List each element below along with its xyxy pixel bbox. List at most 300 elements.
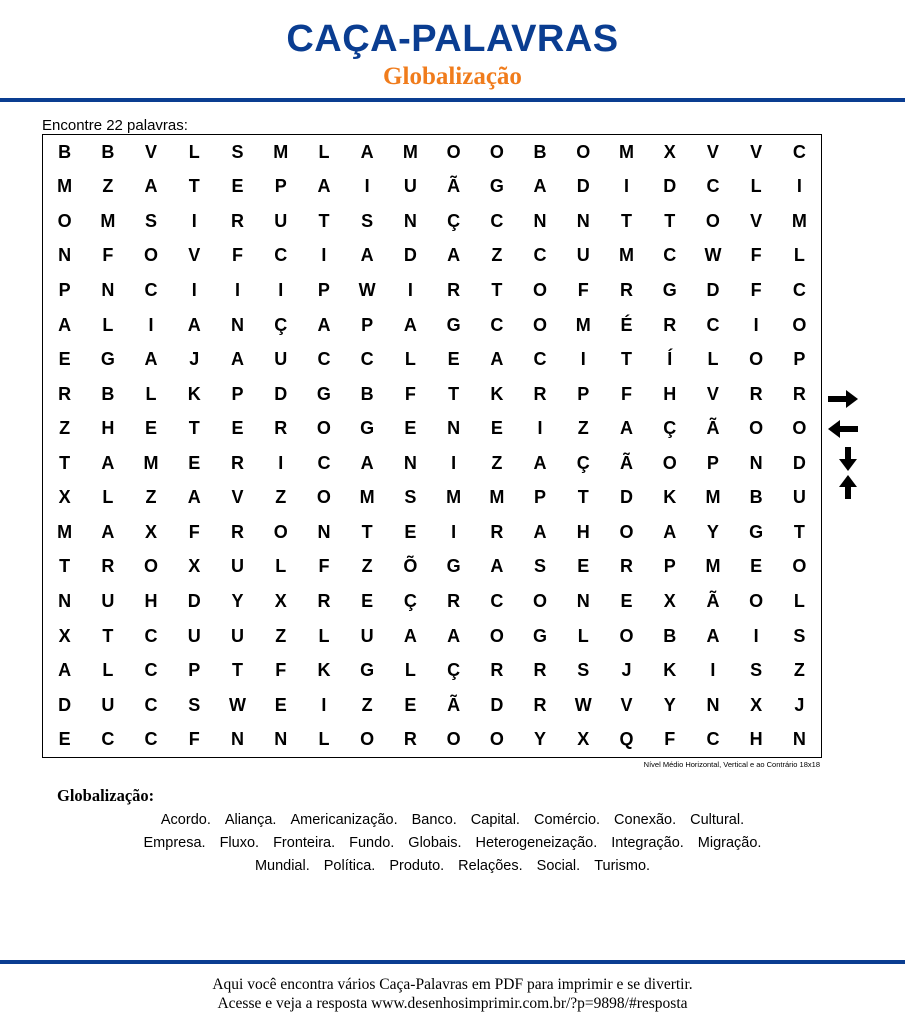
grid-letter: P xyxy=(534,487,547,508)
grid-letter: S xyxy=(361,210,374,231)
grid-letter: D xyxy=(576,176,590,197)
grid-letter: I xyxy=(364,176,370,197)
grid-letter: A xyxy=(144,176,158,197)
grid-letter: N xyxy=(447,418,461,439)
grid-letter: D xyxy=(187,590,201,611)
grid-letter: S xyxy=(750,660,763,681)
grid-letter: I xyxy=(796,176,802,197)
word-item: Capital. xyxy=(470,812,520,828)
bottom-divider xyxy=(0,960,905,964)
grid-letter: H xyxy=(749,729,763,750)
grid-letter: C xyxy=(144,694,158,715)
grid-letter: F xyxy=(750,245,762,266)
grid-letter: L xyxy=(793,245,805,266)
grid-letter: G xyxy=(316,383,331,404)
word-item: Turismo. xyxy=(594,858,651,874)
grid-letter: M xyxy=(359,487,375,508)
word-item: Relações. xyxy=(458,858,523,874)
grid-letter: B xyxy=(663,625,677,646)
grid-letter: O xyxy=(749,590,764,611)
grid-letter: M xyxy=(143,452,159,473)
grid-letter: J xyxy=(189,349,200,370)
grid-letter: S xyxy=(188,694,201,715)
grid-letter: K xyxy=(490,383,504,404)
grid-letter: G xyxy=(446,556,461,577)
grid-letter: L xyxy=(102,660,114,681)
grid-letter: R xyxy=(792,383,806,404)
arrow-up-icon xyxy=(826,474,860,500)
grid-letter: Z xyxy=(59,418,71,439)
grid-letter: U xyxy=(360,625,374,646)
grid-letter: X xyxy=(58,625,71,646)
grid-letter: P xyxy=(58,279,71,300)
grid-letter: L xyxy=(318,625,330,646)
grid-letter: O xyxy=(360,729,375,750)
grid-letter: Z xyxy=(361,694,373,715)
page-subtitle: Globalização xyxy=(383,63,522,90)
grid-letter: T xyxy=(620,349,632,370)
grid-letter: Y xyxy=(663,694,676,715)
grid-letter: H xyxy=(663,383,677,404)
grid-letter: V xyxy=(706,141,719,162)
grid-letter: G xyxy=(360,418,375,439)
grid-letter: G xyxy=(100,349,115,370)
grid-letter: E xyxy=(490,418,503,439)
grid-letter: I xyxy=(407,279,413,300)
grid-letter: I xyxy=(191,279,197,300)
grid-letter: T xyxy=(620,210,632,231)
grid-letter: O xyxy=(489,729,504,750)
word-list-title: Globalização: xyxy=(57,786,155,805)
grid-letter: D xyxy=(403,245,417,266)
grid-letter: L xyxy=(188,141,200,162)
grid-letter: R xyxy=(403,729,417,750)
word-item: Heterogeneização. xyxy=(475,835,598,851)
grid-letter: Ç xyxy=(403,590,417,611)
word-list-line xyxy=(0,835,905,858)
grid-letter: O xyxy=(749,418,764,439)
grid-letter: C xyxy=(317,349,331,370)
grid-letter: N xyxy=(403,452,417,473)
grid-letter: C xyxy=(533,245,547,266)
grid-letter: U xyxy=(403,176,417,197)
grid-letter: O xyxy=(619,625,634,646)
grid-letter: A xyxy=(58,660,72,681)
word-item: Aliança. xyxy=(224,812,277,828)
grid-letter: P xyxy=(663,556,676,577)
grid-letter: X xyxy=(663,590,676,611)
grid-letter: A xyxy=(663,521,677,542)
grid-letter: E xyxy=(577,556,590,577)
grid-letter: I xyxy=(278,279,284,300)
grid-letter: S xyxy=(231,141,244,162)
word-item: Acordo. xyxy=(160,812,211,828)
word-item: Comércio. xyxy=(533,812,601,828)
grid-letter: I xyxy=(234,279,240,300)
grid-letter: P xyxy=(577,383,590,404)
grid-letter: N xyxy=(101,279,115,300)
word-item: Fluxo. xyxy=(219,835,260,851)
grid-letter: M xyxy=(57,521,73,542)
grid-letter: A xyxy=(230,349,244,370)
grid-letter: K xyxy=(187,383,201,404)
grid-letter: O xyxy=(273,521,288,542)
grid-letter: A xyxy=(490,349,504,370)
word-item: Banco. xyxy=(411,812,457,828)
grid-letter: Z xyxy=(102,176,114,197)
grid-letter: F xyxy=(577,279,589,300)
grid-letter: A xyxy=(144,349,158,370)
grid-letter: Z xyxy=(491,452,503,473)
grid-letter: N xyxy=(576,590,590,611)
grid-letter: Ç xyxy=(274,314,288,335)
grid-letter: M xyxy=(618,141,634,162)
grid-letter: E xyxy=(620,590,633,611)
grid-letter: H xyxy=(101,418,115,439)
grid-letter: R xyxy=(230,210,244,231)
grid-letter: N xyxy=(576,210,590,231)
grid-letter: O xyxy=(489,625,504,646)
page-title: CAÇA-PALAVRAS xyxy=(286,18,619,60)
grid-letter: K xyxy=(663,660,677,681)
grid-letter: A xyxy=(706,625,720,646)
grid-letter: T xyxy=(577,487,589,508)
grid-letter: C xyxy=(706,729,720,750)
grid-letter: I xyxy=(710,660,716,681)
grid-letter: L xyxy=(404,660,416,681)
grid-letter: R xyxy=(619,556,633,577)
grid-letter: P xyxy=(274,176,287,197)
grid-letter: C xyxy=(706,176,720,197)
footer xyxy=(0,975,905,1013)
grid-letter: O xyxy=(792,314,807,335)
grid-letter: N xyxy=(533,210,547,231)
grid-letter: A xyxy=(58,314,72,335)
grid-letter: F xyxy=(275,660,287,681)
grid-letter: C xyxy=(706,314,720,335)
grid-letter: M xyxy=(446,487,462,508)
word-item: Migração. xyxy=(697,835,762,851)
grid-letter: F xyxy=(231,245,243,266)
grid-letter: X xyxy=(274,590,287,611)
word-item: Conexão. xyxy=(614,812,677,828)
grid-letter: L xyxy=(707,349,719,370)
word-item: Americanização. xyxy=(290,812,398,828)
grid-letter: Q xyxy=(619,729,634,750)
grid-letter: Ã xyxy=(706,418,720,439)
grid-letter: I xyxy=(451,452,457,473)
grid-letter: A xyxy=(317,314,331,335)
grid-letter: H xyxy=(144,590,158,611)
grid-letter: E xyxy=(58,349,71,370)
grid-letter: X xyxy=(663,141,676,162)
grid-letter: U xyxy=(576,245,590,266)
grid-letter: R xyxy=(533,660,547,681)
grid-letter: L xyxy=(102,487,114,508)
grid-letter: D xyxy=(663,176,677,197)
footer-line-1: Aqui você encontra vários Caça-Palavras em PDF para imprimir e se divertir. xyxy=(212,976,693,993)
grid-letter: B xyxy=(58,141,72,162)
grid-letter: O xyxy=(446,141,461,162)
grid-letter: U xyxy=(274,210,288,231)
grid-letter: I xyxy=(191,210,197,231)
grid-letter: T xyxy=(318,210,330,231)
footer-line-2: Acesse e veja a resposta www.desenhosimprimir.com.br/?p=9898/#resposta xyxy=(217,995,688,1012)
word-search-frame xyxy=(42,134,822,758)
grid-letter: S xyxy=(793,625,806,646)
grid-letter: E xyxy=(404,418,417,439)
grid-letter: R xyxy=(533,694,547,715)
grid-letter: B xyxy=(533,141,547,162)
grid-letter: A xyxy=(360,141,374,162)
grid-letter: X xyxy=(58,487,71,508)
grid-letter: O xyxy=(57,210,72,231)
grid-letter: T xyxy=(664,210,676,231)
grid-letter: A xyxy=(187,487,201,508)
grid-letter: N xyxy=(230,729,244,750)
grid-letter: E xyxy=(231,418,244,439)
grid-letter: E xyxy=(750,556,763,577)
grid-letter: G xyxy=(489,176,504,197)
grid-letter: D xyxy=(706,279,720,300)
grid-letter: R xyxy=(317,590,331,611)
grid-letter: U xyxy=(230,625,244,646)
grid-letter: C xyxy=(317,452,331,473)
arrow-right-icon xyxy=(826,388,860,410)
grid-letter: A xyxy=(360,452,374,473)
word-item: Empresa. xyxy=(143,835,206,851)
grid-letter: É xyxy=(620,314,633,335)
word-item: Social. xyxy=(536,858,581,874)
grid-letter: A xyxy=(403,625,417,646)
grid-letter: M xyxy=(575,314,591,335)
grid-letter: E xyxy=(361,590,374,611)
grid-letter: B xyxy=(101,141,115,162)
grid-letter: N xyxy=(749,452,763,473)
grid-letter: I xyxy=(623,176,629,197)
grid-letter: R xyxy=(619,279,633,300)
grid-letter: F xyxy=(750,279,762,300)
grid-letter: W xyxy=(358,279,376,300)
grid-letter: G xyxy=(533,625,548,646)
grid-letter: V xyxy=(231,487,244,508)
grid-letter: R xyxy=(101,556,115,577)
grid-letter: A xyxy=(490,556,504,577)
grid-letter: U xyxy=(274,349,288,370)
grid-letter: T xyxy=(231,660,243,681)
grid-letter: T xyxy=(793,521,805,542)
grid-letter: C xyxy=(490,590,504,611)
grid-letter: Y xyxy=(231,590,244,611)
grid-letter: L xyxy=(275,556,287,577)
grid-letter: P xyxy=(793,349,806,370)
grid-letter: R xyxy=(533,383,547,404)
grid-letter: E xyxy=(145,418,158,439)
grid-letter: A xyxy=(533,176,547,197)
grid-letter: M xyxy=(705,487,721,508)
grid-letter: R xyxy=(663,314,677,335)
word-item: Integração. xyxy=(611,835,684,851)
word-item: Política. xyxy=(323,858,376,874)
grid-letter: O xyxy=(749,349,764,370)
grid-letter: E xyxy=(188,452,201,473)
word-item: Mundial. xyxy=(254,858,310,874)
grid-letter: C xyxy=(663,245,677,266)
grid-letter: R xyxy=(749,383,763,404)
grid-letter: Ç xyxy=(447,210,461,231)
grid-letter: X xyxy=(188,556,201,577)
arrow-left-icon xyxy=(826,418,860,440)
grid-letter: U xyxy=(792,487,806,508)
grid-letter: I xyxy=(278,452,284,473)
grid-letter: V xyxy=(145,141,158,162)
grid-letter: X xyxy=(577,729,590,750)
grid-letter: C xyxy=(490,314,504,335)
grid-letter: U xyxy=(101,590,115,611)
grid-letter: F xyxy=(404,383,416,404)
grid-letter: Z xyxy=(793,660,805,681)
grid-letter: B xyxy=(749,487,763,508)
grid-letter: Z xyxy=(361,556,373,577)
grid-letter: O xyxy=(316,487,331,508)
word-item: Produto. xyxy=(389,858,445,874)
grid-letter: T xyxy=(59,452,71,473)
grid-letter: C xyxy=(792,279,806,300)
grid-letter: N xyxy=(230,314,244,335)
grid-letter: F xyxy=(664,729,676,750)
grid-letter: C xyxy=(274,245,288,266)
grid-letter: A xyxy=(447,625,461,646)
grid-letter: O xyxy=(576,141,591,162)
grid-letter: C xyxy=(144,660,158,681)
grid-letter: I xyxy=(753,314,759,335)
grid-letter: F xyxy=(188,729,200,750)
grid-letter: V xyxy=(750,210,763,231)
grid-letter: O xyxy=(533,279,548,300)
grid-letter: A xyxy=(447,245,461,266)
grid-letter: Z xyxy=(577,418,589,439)
grid-letter: R xyxy=(274,418,288,439)
grid-letter: R xyxy=(58,383,72,404)
grid-letter: Z xyxy=(275,487,287,508)
word-list-line xyxy=(0,812,905,835)
grid-letter: D xyxy=(490,694,504,715)
grid-letter: D xyxy=(619,487,633,508)
grid-letter: O xyxy=(316,418,331,439)
grid-letter: H xyxy=(576,521,590,542)
grid-letter: O xyxy=(792,556,807,577)
grid-letter: R xyxy=(230,521,244,542)
grid-letter: I xyxy=(537,418,543,439)
grid-letter: N xyxy=(706,694,720,715)
grid-letter: U xyxy=(230,556,244,577)
grid-letter: E xyxy=(58,729,71,750)
grid-letter: V xyxy=(750,141,763,162)
grid-letter: P xyxy=(188,660,201,681)
grid-letter: F xyxy=(620,383,632,404)
grid-letter: M xyxy=(273,141,289,162)
grid-letter: W xyxy=(228,694,246,715)
grid-letter: T xyxy=(59,556,71,577)
grid-letter: O xyxy=(489,141,504,162)
grid-letter: U xyxy=(187,625,201,646)
grid-letter: L xyxy=(577,625,589,646)
grid-letter: C xyxy=(144,625,158,646)
word-item: Fundo. xyxy=(349,835,395,851)
grid-letter: F xyxy=(102,245,114,266)
grid-letter: M xyxy=(489,487,505,508)
grid-letter: L xyxy=(750,176,762,197)
grid-letter: Y xyxy=(534,729,547,750)
grid-letter: E xyxy=(404,694,417,715)
grid-letter: Z xyxy=(145,487,157,508)
grid-letter: M xyxy=(618,245,634,266)
grid-letter: R xyxy=(490,521,504,542)
grid-letter: A xyxy=(101,521,115,542)
grid-letter: L xyxy=(318,729,330,750)
grid-letter: X xyxy=(750,694,763,715)
grid-letter: A xyxy=(360,245,374,266)
grid-letter: A xyxy=(533,521,547,542)
grid-letter: Z xyxy=(491,245,503,266)
grid-letter: N xyxy=(403,210,417,231)
grid-letter: S xyxy=(534,556,547,577)
grid-letter: I xyxy=(321,245,327,266)
grid-letter: D xyxy=(58,694,72,715)
grid-letter: I xyxy=(753,625,759,646)
grid-letter: R xyxy=(230,452,244,473)
grid-letter: J xyxy=(794,694,805,715)
grid-letter: Ã xyxy=(619,452,633,473)
grid-letter: K xyxy=(663,487,677,508)
grid-letter: C xyxy=(360,349,374,370)
grid-letter: A xyxy=(533,452,547,473)
grid-letter: I xyxy=(451,521,457,542)
grid-letter: Ç xyxy=(663,418,677,439)
grid-letter: V xyxy=(188,245,201,266)
grid-letter: M xyxy=(100,210,116,231)
grid-letter: P xyxy=(317,279,330,300)
grid-letter: O xyxy=(533,314,548,335)
grid-letter: E xyxy=(404,521,417,542)
grid-letter: M xyxy=(402,141,418,162)
word-list xyxy=(0,812,905,881)
grid-letter: T xyxy=(188,176,200,197)
grid-letter: M xyxy=(57,176,73,197)
word-item: Globais. xyxy=(408,835,462,851)
grid-letter: W xyxy=(574,694,592,715)
grid-letter: O xyxy=(446,729,461,750)
grid-letter: T xyxy=(102,625,114,646)
grid-letter: N xyxy=(274,729,288,750)
grid-letter: O xyxy=(662,452,677,473)
grid-letter: C xyxy=(144,729,158,750)
grid-letter: S xyxy=(404,487,417,508)
grid-letter: G xyxy=(749,521,764,542)
grid-letter: Ç xyxy=(576,452,590,473)
grid-letter: B xyxy=(101,383,115,404)
grid-letter: G xyxy=(360,660,375,681)
grid-letter: K xyxy=(317,660,331,681)
grid-letter: E xyxy=(274,694,287,715)
grid-letter: U xyxy=(101,694,115,715)
grid-letter: R xyxy=(490,660,504,681)
grid-letter: A xyxy=(187,314,201,335)
grid-letter: O xyxy=(144,245,159,266)
grid-letter: F xyxy=(188,521,200,542)
grid-letter: I xyxy=(580,349,586,370)
grid-letter: Ç xyxy=(447,660,461,681)
